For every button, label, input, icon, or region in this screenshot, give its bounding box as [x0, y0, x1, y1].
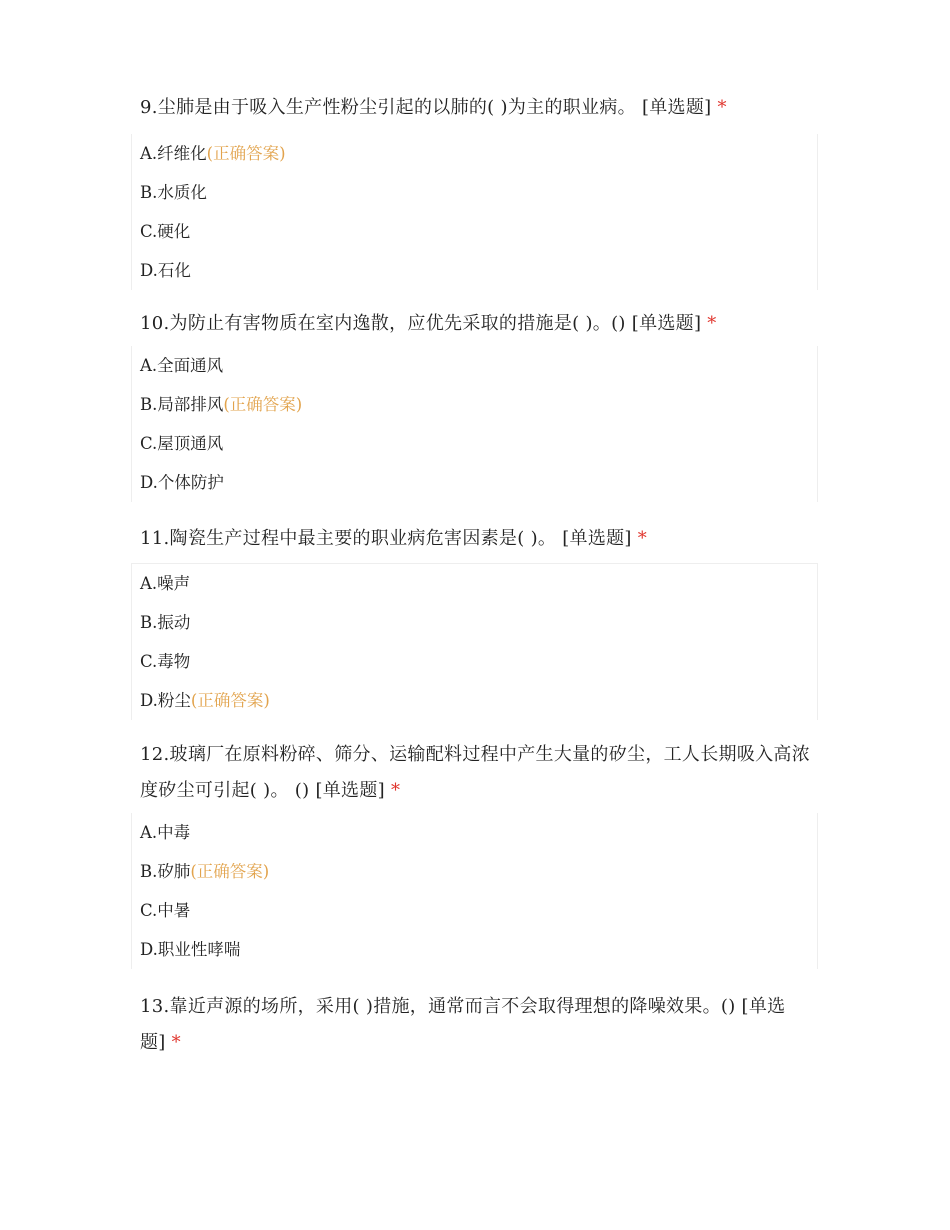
- correct-answer-note: (正确答案): [190, 691, 270, 710]
- option-label: A.中毒: [140, 823, 191, 842]
- option-d[interactable]: [140, 463, 817, 502]
- question-type-tag: [单选题]: [641, 97, 712, 118]
- option-label: C.硬化: [140, 222, 191, 241]
- option-a[interactable]: [140, 813, 817, 852]
- question-text: 10.为防止有害物质在室内逸散，应优先采取的措施是( )。(): [140, 313, 626, 334]
- question-title: [140, 737, 816, 809]
- question-type-tag: [单选题]: [315, 780, 385, 801]
- correct-answer-note: (正确答案): [190, 862, 270, 881]
- option-label: C.屋顶通风: [140, 434, 224, 453]
- option-c[interactable]: [140, 891, 817, 930]
- option-a[interactable]: [140, 346, 817, 385]
- option-d[interactable]: [140, 930, 817, 969]
- question-text: 13.靠近声源的场所，采用( )措施，通常而言不会取得理想的降噪效果。(): [140, 996, 736, 1017]
- option-d[interactable]: [140, 681, 817, 720]
- option-list: [131, 813, 818, 969]
- option-a[interactable]: [140, 134, 817, 173]
- option-label: B.振动: [140, 613, 191, 632]
- required-mark: *: [637, 528, 648, 549]
- question-text: 11.陶瓷生产过程中最主要的职业病危害因素是( )。: [140, 528, 557, 549]
- option-b[interactable]: [140, 385, 817, 424]
- option-label: B.水质化: [140, 183, 207, 202]
- question-9: [140, 90, 816, 290]
- option-a[interactable]: [140, 564, 817, 603]
- option-d[interactable]: [140, 251, 817, 290]
- question-type-tag: [单选题]: [562, 528, 632, 549]
- required-mark: *: [707, 313, 717, 334]
- option-label: B.局部排风: [140, 395, 224, 414]
- required-mark: *: [717, 97, 727, 118]
- option-b[interactable]: [140, 173, 817, 212]
- question-title: [140, 989, 816, 1061]
- option-list: [131, 134, 818, 290]
- question-title: [140, 306, 816, 342]
- option-label: D.个体防护: [140, 473, 224, 492]
- option-c[interactable]: [140, 642, 817, 681]
- option-c[interactable]: [140, 424, 817, 463]
- option-label: C.中暑: [140, 901, 191, 920]
- option-label: D.粉尘: [140, 691, 191, 710]
- option-list: [131, 346, 818, 502]
- option-label: D.职业性哮喘: [140, 940, 241, 959]
- option-b[interactable]: [140, 603, 817, 642]
- question-13: [140, 989, 816, 1061]
- option-label: B.矽肺: [140, 862, 191, 881]
- correct-answer-note: (正确答案): [206, 144, 286, 163]
- option-label: C.毒物: [140, 652, 191, 671]
- question-text: 12.玻璃厂在原料粉碎、筛分、运输配料过程中产生大量的矽尘，工人长期吸入高浓度矽尘可引起( )。 (): [140, 744, 811, 801]
- question-10: [140, 306, 816, 502]
- question-text: 9.尘肺是由于吸入生产性粉尘引起的以肺的( )为主的职业病。: [140, 97, 636, 118]
- option-c[interactable]: [140, 212, 817, 251]
- question-title: [140, 90, 816, 126]
- option-label: A.噪声: [140, 574, 191, 593]
- option-b[interactable]: [140, 852, 817, 891]
- option-label: D.石化: [140, 261, 191, 280]
- question-title: [140, 521, 816, 557]
- option-label: A.纤维化: [140, 144, 207, 163]
- question-type-tag: [单选题]: [631, 313, 702, 334]
- question-type-tag: [单选题]: [140, 996, 786, 1053]
- required-mark: *: [171, 1032, 181, 1053]
- required-mark: *: [390, 780, 401, 801]
- correct-answer-note: (正确答案): [223, 395, 303, 414]
- option-label: A.全面通风: [140, 356, 224, 375]
- question-12: [140, 737, 816, 969]
- question-11: [140, 521, 816, 720]
- option-list: [131, 563, 818, 720]
